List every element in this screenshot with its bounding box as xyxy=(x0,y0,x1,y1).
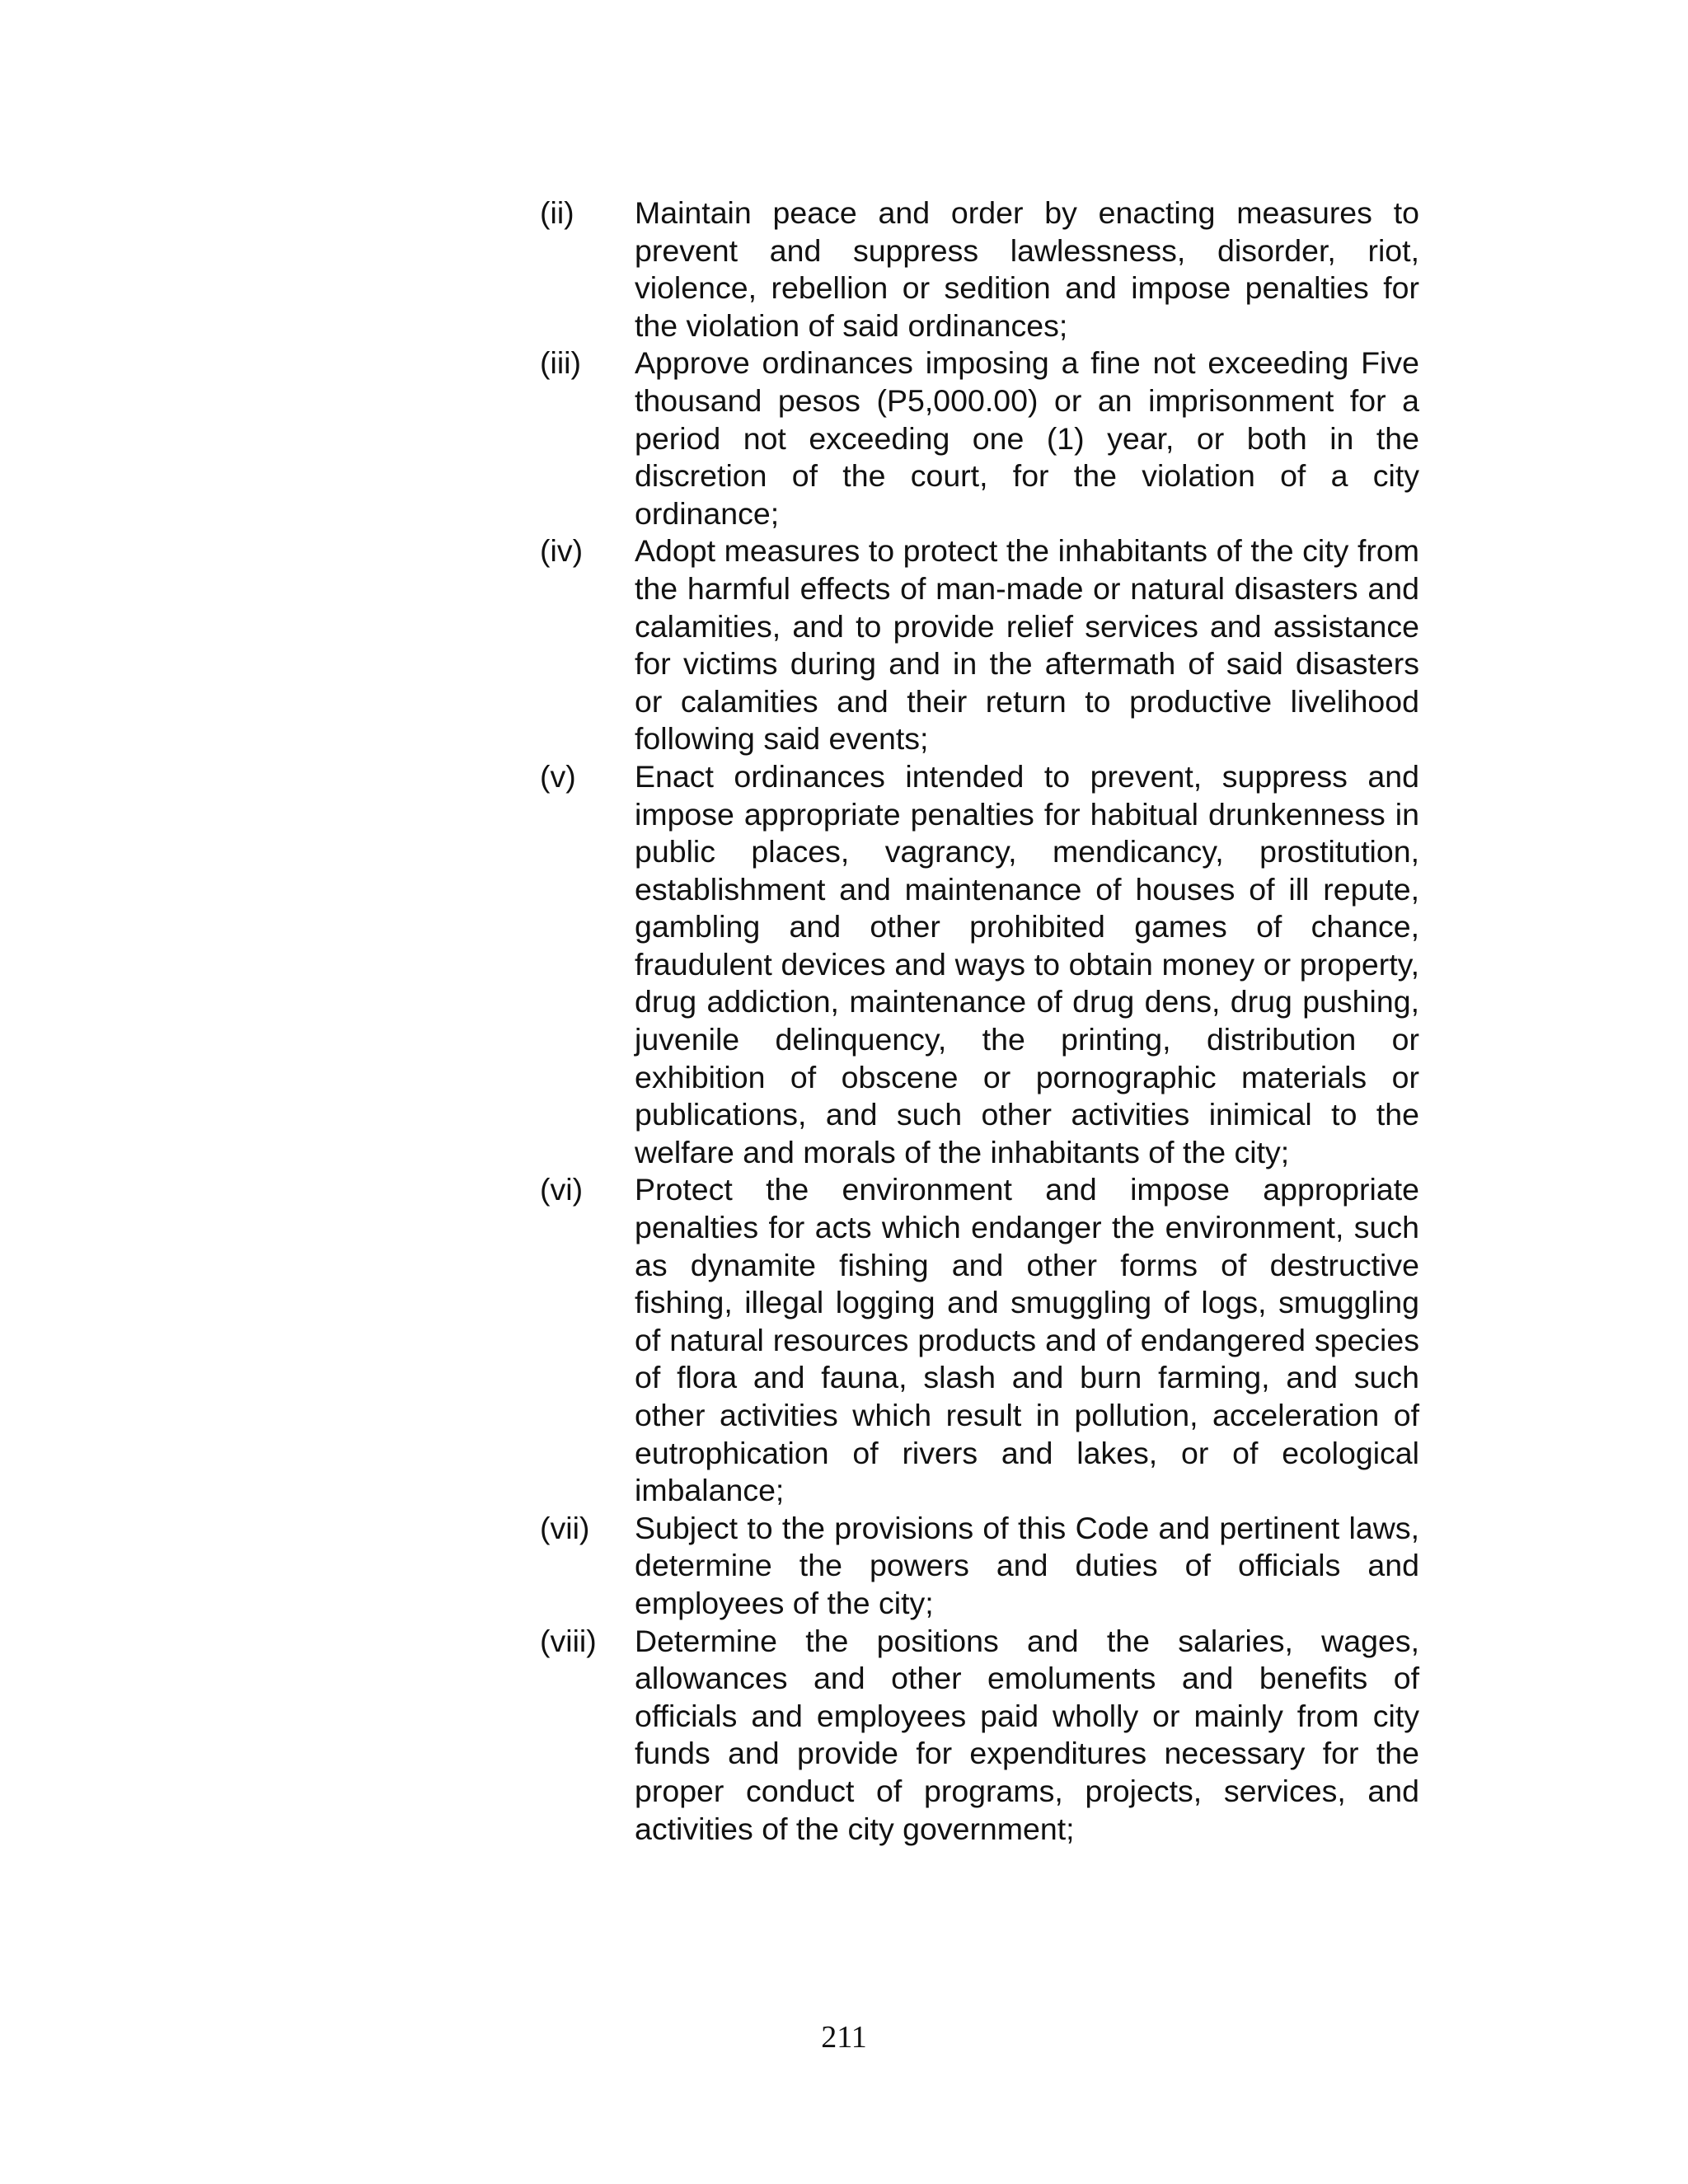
list-item-text: Protect the environment and impose appropriate penalties for acts which endanger the environment, such as dynamite fishing and other forms of destructive fishing, illegal logging and smuggling of logs, smuggling of natural resources products and of endangered species of flora and fauna, slash and burn farming, and such other activities which result in pollution, acceleration of eutrophication of rivers and lakes, or of ecological imbalance; xyxy=(635,1172,1419,1508)
list-marker: (viii) xyxy=(540,1623,597,1658)
list-marker: (v) xyxy=(540,758,576,794)
list-item-iii xyxy=(540,344,1419,532)
list-item-ii xyxy=(540,194,1419,344)
list-marker: (vi) xyxy=(540,1172,584,1207)
list-item-vii xyxy=(540,1510,1419,1623)
list-item-text: Approve ordinances imposing a fine not exceeding Five thousand pesos (P5,000.00) or an imprisonment for a period not exceeding one (1) year, or both in the discretion of the court, for the violation of a city ordinance; xyxy=(635,345,1419,531)
list-item-v xyxy=(540,758,1419,1172)
list-item-viii xyxy=(540,1623,1419,1849)
list-marker: (ii) xyxy=(540,195,574,230)
list-item-iv xyxy=(540,532,1419,758)
list-item-vi xyxy=(540,1171,1419,1509)
list-item-text: Subject to the provisions of this Code and pertinent laws, determine the powers and duties of officials and employees of the city; xyxy=(635,1510,1419,1620)
page-number: 211 xyxy=(821,2020,867,2055)
list-marker: (iv) xyxy=(540,533,584,569)
list-marker: (vii) xyxy=(540,1510,590,1545)
list-marker: (iii) xyxy=(540,345,581,381)
list-item-text: Adopt measures to protect the inhabitants of the city from the harmful effects of man-made or natural disasters and calamities, and to provide relief services and assistance for victims during and in the aftermath of said disasters or calamities and their return to productive livelihood following said events; xyxy=(635,533,1419,757)
list-item-text: Maintain peace and order by enacting measures to prevent and suppress lawlessness, disorder, riot, violence, rebellion or sedition and impose penalties for the violation of said ordinances; xyxy=(635,195,1419,343)
enumerated-provisions-list xyxy=(540,194,1419,1848)
list-item-text: Enact ordinances intended to prevent, suppress and impose appropriate penalties for habitual drunkenness in public places, vagrancy, mendicancy, prostitution, establishment and maintenance of houses of ill repute, gambling and other prohibited games of chance, fraudulent devices and ways to obtain money or property, drug addiction, maintenance of drug dens, drug pushing, juvenile delinquency, the printing, distribution or exhibition of obscene or pornographic materials or publications, and such other activities inimical to the welfare and morals of the inhabitants of the city; xyxy=(635,758,1419,1169)
list-item-text: Determine the positions and the salaries, wages, allowances and other emoluments and benefits of officials and employees paid wholly or mainly from city funds and provide for expenditures necessary for the proper conduct of programs, projects, services, and activities of the city government; xyxy=(635,1623,1419,1846)
